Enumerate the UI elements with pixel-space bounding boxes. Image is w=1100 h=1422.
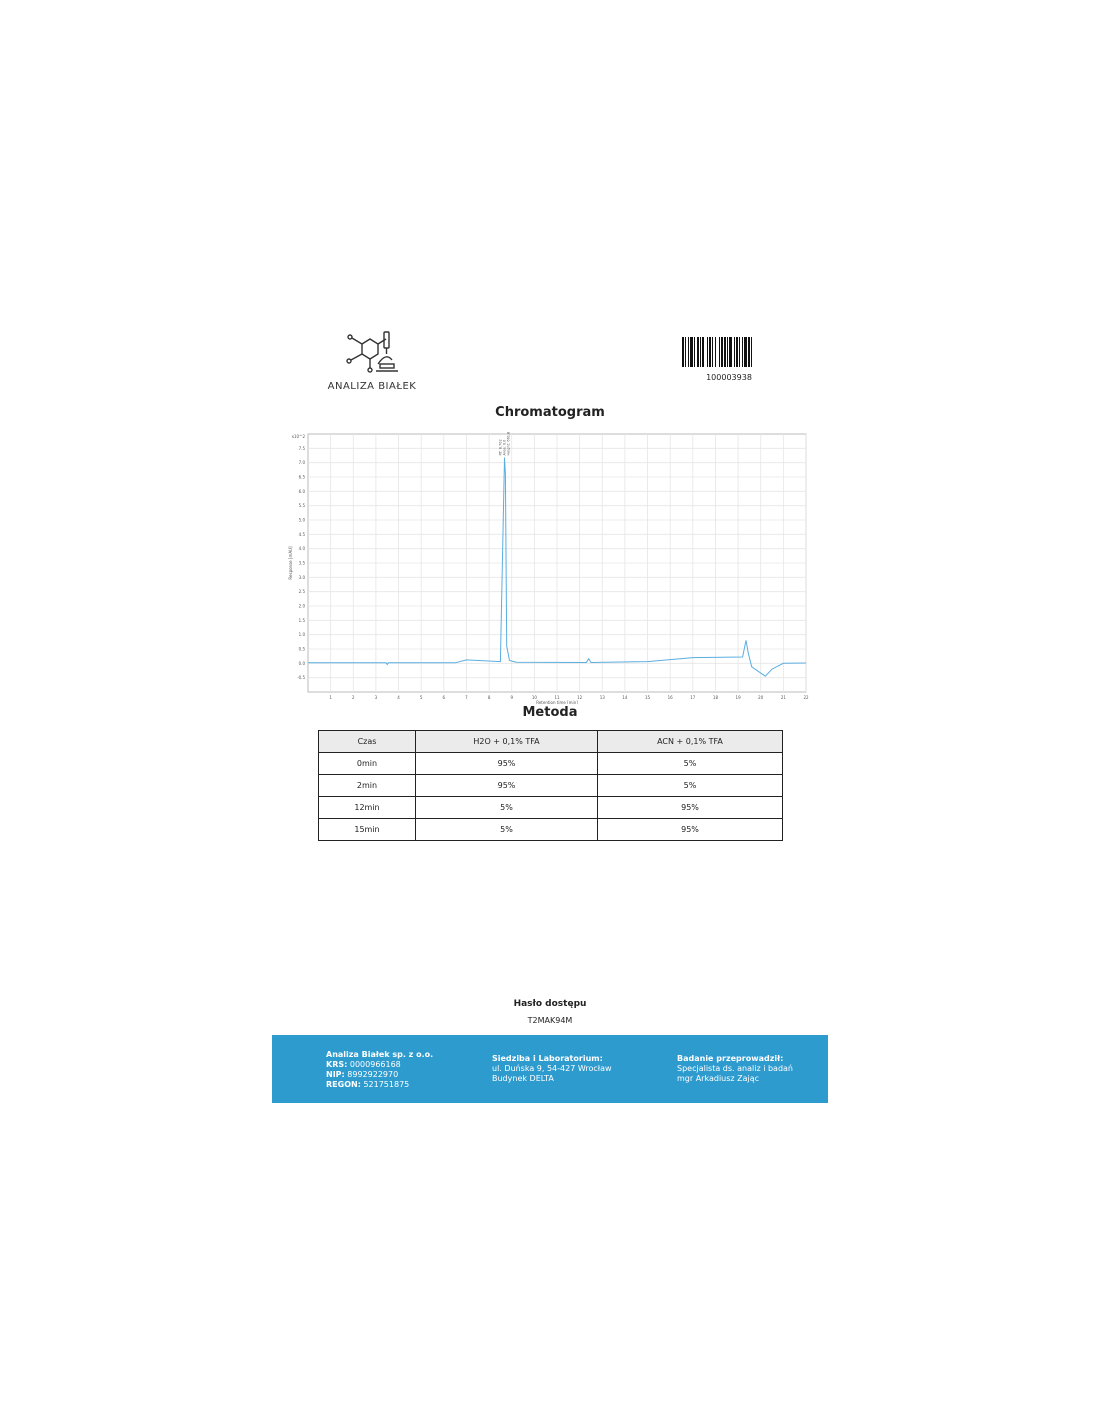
y-tick-label: 5.0 xyxy=(298,517,305,523)
footer xyxy=(272,1035,828,1103)
footer-company xyxy=(326,1050,433,1090)
x-tick-label: 21 xyxy=(780,695,786,700)
y-tick-label: 2.5 xyxy=(298,589,305,595)
cell-acn: 5% xyxy=(598,753,783,775)
barcode-bar xyxy=(688,337,689,367)
x-tick-label: 8 xyxy=(487,695,491,700)
peak-annotation-label: Height: 661.8 xyxy=(506,431,511,456)
barcode-bar xyxy=(697,337,699,367)
seat-line2: Budynek DELTA xyxy=(492,1074,554,1083)
barcode-bar xyxy=(742,337,743,367)
seat-title: Siedziba i Laboratorium: xyxy=(492,1054,603,1063)
x-tick-label: 7 xyxy=(465,695,468,700)
y-tick-label: 6.5 xyxy=(298,474,305,480)
chromatogram-chart xyxy=(284,426,812,704)
y-tick-label: 0.5 xyxy=(298,646,305,652)
table-row xyxy=(319,775,783,797)
regon-label: REGON: xyxy=(326,1080,361,1089)
x-tick-label: 13 xyxy=(599,695,605,700)
barcode-bar xyxy=(690,337,693,367)
x-tick-label: 9 xyxy=(510,695,514,700)
performed-title: Badanie przeprowadził: xyxy=(677,1054,784,1063)
barcode-bar xyxy=(682,337,684,367)
y-tick-label: 0.0 xyxy=(298,660,305,666)
company-logo xyxy=(322,330,422,394)
seat-line1: ul. Duńska 9, 54-427 Wrocław xyxy=(492,1064,612,1073)
method-table xyxy=(318,730,783,841)
cell-acn: 95% xyxy=(598,819,783,841)
chromatogram-title: Chromatogram xyxy=(495,405,605,420)
footer-seat xyxy=(492,1054,612,1084)
x-axis-label: Retention time [min] xyxy=(536,700,578,704)
performed-line2: mgr Arkadiusz Zając xyxy=(677,1074,760,1083)
cell-time: 12min xyxy=(319,797,416,819)
header-acn: ACN + 0,1% TFA xyxy=(598,731,783,753)
x-tick-label: 1 xyxy=(329,695,332,700)
table-row xyxy=(319,819,783,841)
y-axis-label: Response [mAU] xyxy=(288,546,293,580)
x-tick-label: 6 xyxy=(442,695,446,700)
logo-text: ANALIZA BIAŁEK xyxy=(327,381,417,392)
x-tick-label: 18 xyxy=(712,695,719,700)
y-tick-label: 1.5 xyxy=(298,617,305,623)
performed-line1: Specjalista ds. analiz i badań xyxy=(677,1064,793,1073)
cell-time: 15min xyxy=(319,819,416,841)
cell-water: 95% xyxy=(416,753,598,775)
y-tick-label: 1.0 xyxy=(298,632,305,638)
barcode-number: 100003938 xyxy=(706,373,752,382)
krs-label: KRS: xyxy=(326,1060,348,1069)
x-tick-label: 20 xyxy=(758,695,764,700)
barcode xyxy=(682,337,776,382)
barcode-bar xyxy=(694,337,695,367)
barcode-bar xyxy=(715,337,716,367)
company-name: Analiza Białek sp. z o.o. xyxy=(326,1050,434,1059)
x-tick-label: 4 xyxy=(397,695,400,700)
nip-label: NIP: xyxy=(326,1070,345,1079)
peak-annotation-label: Area: 0.0 xyxy=(502,439,507,456)
method-title: Metoda xyxy=(522,705,578,720)
barcode-bar xyxy=(702,337,704,367)
x-tick-label: 11 xyxy=(554,695,560,700)
password-title: Hasło dostępu xyxy=(513,999,587,1009)
barcode-bar xyxy=(707,337,708,367)
y-tick-label: 3.0 xyxy=(298,574,305,580)
y-tick-label: 2.0 xyxy=(298,603,305,609)
y-tick-label: 7.0 xyxy=(298,460,305,466)
cell-water: 95% xyxy=(416,775,598,797)
x-tick-label: 17 xyxy=(690,695,696,700)
y-tick-label: 5.5 xyxy=(298,503,305,509)
table-header-row xyxy=(319,731,783,753)
cell-water: 5% xyxy=(416,819,598,841)
cell-time: 0min xyxy=(319,753,416,775)
y-multiplier: x10^2 xyxy=(291,434,305,439)
x-tick-label: 14 xyxy=(622,695,628,700)
barcode-bar xyxy=(721,337,723,367)
molecule-microscope-icon xyxy=(342,330,402,380)
header-water: H2O + 0,1% TFA xyxy=(416,731,598,753)
x-tick-label: 10 xyxy=(531,695,537,700)
footer-performed xyxy=(677,1054,793,1084)
barcode-bar xyxy=(724,337,726,367)
table-row xyxy=(319,797,783,819)
cell-acn: 5% xyxy=(598,775,783,797)
peak-annotation-label: RT: 8.702 xyxy=(498,439,503,456)
barcode-bar xyxy=(719,337,720,367)
header-time: Czas xyxy=(319,731,416,753)
barcode-bars xyxy=(682,337,776,367)
x-tick-label: 19 xyxy=(735,695,741,700)
y-tick-label: -0.5 xyxy=(297,675,305,681)
y-tick-label: 6.0 xyxy=(298,488,305,494)
barcode-bar xyxy=(748,337,750,367)
cell-time: 2min xyxy=(319,775,416,797)
y-tick-label: 7.5 xyxy=(298,445,305,451)
x-tick-label: 3 xyxy=(374,695,378,700)
x-tick-label: 15 xyxy=(644,695,651,700)
barcode-bar xyxy=(685,337,686,367)
y-tick-label: 4.5 xyxy=(298,531,305,537)
barcode-bar xyxy=(727,337,728,367)
barcode-bar xyxy=(736,337,738,367)
x-tick-label: 22 xyxy=(803,695,809,700)
y-tick-label: 3.5 xyxy=(298,560,305,566)
chromatogram-svg xyxy=(284,426,812,704)
x-tick-label: 5 xyxy=(419,695,423,700)
cell-water: 5% xyxy=(416,797,598,819)
barcode-bar xyxy=(712,337,713,367)
x-tick-label: 2 xyxy=(351,695,355,700)
krs-value: 0000966168 xyxy=(349,1060,401,1069)
cell-acn: 95% xyxy=(598,797,783,819)
barcode-bar xyxy=(729,337,732,367)
nip-value: 8992922970 xyxy=(347,1070,399,1079)
barcode-bar xyxy=(744,337,747,367)
barcode-bar xyxy=(734,337,735,367)
table-row xyxy=(319,753,783,775)
barcode-bar xyxy=(739,337,740,367)
y-tick-label: 4.0 xyxy=(298,546,305,552)
barcode-bar xyxy=(709,337,711,367)
x-tick-label: 16 xyxy=(667,695,673,700)
password-value: T2MAK94M xyxy=(527,1016,573,1025)
barcode-bar xyxy=(700,337,701,367)
barcode-bar xyxy=(751,337,752,367)
x-tick-label: 12 xyxy=(577,695,583,700)
regon-value: 521751875 xyxy=(363,1080,410,1089)
